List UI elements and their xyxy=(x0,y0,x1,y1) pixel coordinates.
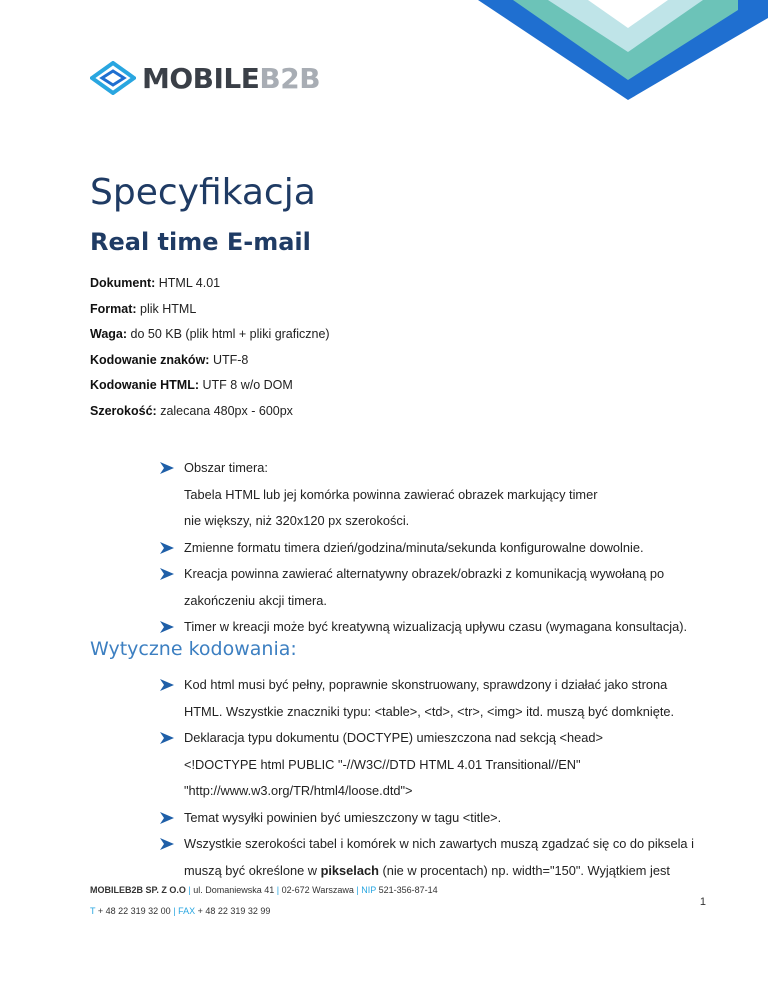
arrow-bullet-icon xyxy=(160,812,174,824)
footer-contact-line: T + 48 22 319 32 00 | FAX + 48 22 319 32 99 xyxy=(90,906,271,916)
page-number: 1 xyxy=(699,896,706,908)
list-item: Deklaracja typu dokumentu (DOCTYPE) umieszczona nad sekcją <head> <!DOCTYPE html PUBLIC "-//W3C//DTD HTML 4.01 Transitional//EN" "http://www.w3.org/TR/html4/loose.dtd"> xyxy=(160,725,720,805)
document-title: Specyfikacja xyxy=(90,172,316,213)
arrow-bullet-icon xyxy=(160,838,174,850)
arrow-bullet-icon xyxy=(160,542,174,554)
meta-row-format: Format: plik HTML xyxy=(90,301,197,316)
arrow-bullet-icon xyxy=(160,732,174,744)
section-heading: Wytyczne kodowania: xyxy=(90,638,297,660)
logo-diamond-icon xyxy=(90,61,136,95)
meta-row-kodowanie-znakow: Kodowanie znaków: UTF-8 xyxy=(90,352,249,367)
timer-bullet-list xyxy=(160,455,720,641)
meta-row-szerokosc: Szerokość: zalecana 480px - 600px xyxy=(90,403,293,418)
meta-row-kodowanie-html: Kodowanie HTML: UTF 8 w/o DOM xyxy=(90,378,293,392)
list-item: Temat wysyłki powinien być umieszczony w tagu <title>. xyxy=(160,805,720,832)
document-subtitle: Real time E-mail xyxy=(90,228,311,256)
list-item: Kod html musi być pełny, poprawnie skonstruowany, sprawdzony i działać jako strona HTML. Wszystkie znaczniki typu: <table>, <td>, <tr>, <img> itd. muszą być domknięte. xyxy=(160,672,720,725)
list-item: Wszystkie szerokości tabel i komórek w nich zawartych muszą zgadzać się co do piksela i muszą być określone w pikselach (nie w procentach) np. width="150". Wyjątkiem jest xyxy=(160,831,720,884)
arrow-bullet-icon xyxy=(160,621,174,633)
arrow-bullet-icon xyxy=(160,679,174,691)
list-item: Timer w kreacji może być kreatywną wizualizacją upływu czasu (wymagana konsultacja). xyxy=(160,614,720,641)
list-item: Kreacja powinna zawierać alternatywny obrazek/obrazki z komunikacją wywołaną po zakończeniu akcji timera. xyxy=(160,561,720,614)
arrow-bullet-icon xyxy=(160,568,174,580)
company-logo xyxy=(90,58,320,98)
corner-decoration xyxy=(478,0,768,110)
coding-bullet-list xyxy=(160,672,720,884)
spec-metadata xyxy=(90,271,330,424)
meta-row-dokument: Dokument: HTML 4.01 xyxy=(90,276,221,290)
logo-wordmark: MOBILEB2B xyxy=(142,61,321,95)
meta-row-waga: Waga: do 50 KB (plik html + pliki graficzne) xyxy=(90,327,330,341)
page-footer xyxy=(90,880,438,922)
footer-address-line: MOBILEB2B SP. Z O.O | ul. Domaniewska 41 | 02-672 Warszawa | NIP 521-356-87-14 xyxy=(90,885,438,895)
list-item: Zmienne formatu timera dzień/godzina/minuta/sekunda konfigurowalne dowolnie. xyxy=(160,535,720,562)
arrow-bullet-icon xyxy=(160,462,174,474)
list-item: Obszar timera: Tabela HTML lub jej komórka powinna zawierać obrazek markujący timer nie większy, niż 320x120 px szerokości. xyxy=(160,455,720,535)
